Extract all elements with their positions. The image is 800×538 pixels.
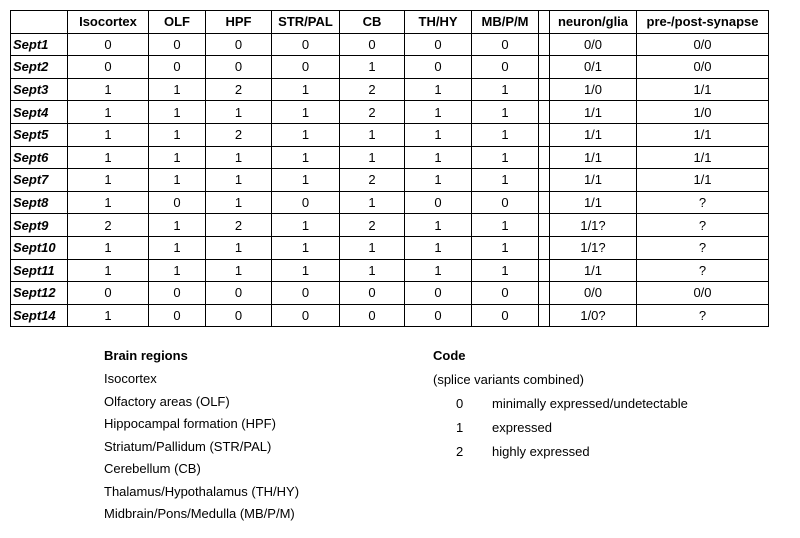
separator-cell [539,56,550,79]
table-cell: 0 [405,33,472,56]
table-cell: 1/1 [637,169,769,192]
table-cell: 1 [272,214,340,237]
table-cell: 0 [206,33,272,56]
table-cell: 1 [405,214,472,237]
separator-cell [539,191,550,214]
table-cell: 0 [472,191,539,214]
table-cell: 1/0? [550,304,637,327]
table-cell: 1 [472,146,539,169]
table-cell: 1 [472,236,539,259]
code-value: 2 [456,444,464,459]
table-row [11,56,769,79]
table-cell: 1 [272,78,340,101]
table-cell: 1 [405,259,472,282]
table-cell: 1/1 [637,78,769,101]
table-cell: 0 [68,33,149,56]
table-cell: 1 [68,259,149,282]
table-cell: ? [637,259,769,282]
row-header: Sept7 [11,169,68,192]
table-row [11,282,769,305]
table-cell: 0 [149,33,206,56]
table-cell: 1 [472,78,539,101]
table-cell: 1 [149,78,206,101]
separator-cell [539,33,550,56]
separator-cell [539,101,550,124]
col-header-mb-p-m: MB/P/M [472,11,539,34]
table-cell: 1/1 [550,101,637,124]
row-header: Sept8 [11,191,68,214]
table-cell: 2 [340,169,405,192]
table-cell: 1/0 [550,78,637,101]
table-cell: 1 [340,123,405,146]
table-cell: 0 [272,33,340,56]
region-item-isocortex: Isocortex [104,371,157,386]
table-cell: 1 [68,146,149,169]
table-cell: 0 [149,56,206,79]
table-row [11,78,769,101]
table-cell: 0 [272,191,340,214]
table-row [11,146,769,169]
separator-cell [539,214,550,237]
region-item-cb: Cerebellum (CB) [104,461,201,476]
table-cell: 1 [149,169,206,192]
code-note: (splice variants combined) [433,372,585,387]
table-cell: 0 [68,56,149,79]
table-cell: 1/1? [550,214,637,237]
table-cell: 1/1? [550,236,637,259]
table-cell: 0 [149,282,206,305]
table-cell: 1 [340,236,405,259]
table-cell: 0/0 [550,282,637,305]
table-cell: 1 [272,259,340,282]
row-header: Sept3 [11,78,68,101]
expression-table [10,10,769,327]
table-cell: 0 [405,191,472,214]
code-title: Code [433,348,466,363]
table-cell: 2 [340,101,405,124]
table-cell: 0 [272,304,340,327]
table-cell: 2 [206,78,272,101]
table-cell: 1 [340,191,405,214]
table-cell: 1/1 [550,123,637,146]
code-legend [433,348,688,464]
table-cell: 1 [340,56,405,79]
table-cell: 1/1 [550,169,637,192]
table-cell: ? [637,236,769,259]
table-cell: 1 [472,214,539,237]
col-header-separator [539,11,550,34]
table-body [11,33,769,327]
table-cell: 1 [340,259,405,282]
row-header: Sept10 [11,236,68,259]
brain-regions-title: Brain regions [104,348,188,363]
table-row [11,101,769,124]
table-cell: 0 [472,304,539,327]
table-cell: 2 [206,123,272,146]
table-cell: 1 [472,169,539,192]
table-cell: 0 [340,304,405,327]
table-cell: 1 [272,123,340,146]
separator-cell [539,282,550,305]
table-cell: ? [637,304,769,327]
code-entry-1 [433,416,584,440]
table-cell: 0 [340,33,405,56]
table-cell: 1/1 [550,191,637,214]
table-cell: 1 [272,101,340,124]
table-cell: 0 [472,33,539,56]
table-cell: 1 [68,123,149,146]
table-cell: 1 [340,146,405,169]
row-header: Sept14 [11,304,68,327]
col-header-hpf: HPF [206,11,272,34]
table-cell: 1 [206,236,272,259]
code-value: 0 [456,396,464,411]
separator-cell [539,146,550,169]
table-cell: 1 [405,101,472,124]
row-header: Sept5 [11,123,68,146]
table-cell: ? [637,191,769,214]
table-cell: 1 [68,236,149,259]
row-header: Sept2 [11,56,68,79]
table-row [11,259,769,282]
code-entry-2 [433,440,590,464]
table-cell: 1 [405,146,472,169]
separator-cell [539,304,550,327]
code-value: 1 [456,420,464,435]
table-cell: 1 [149,236,206,259]
table-cell: 2 [206,214,272,237]
corner-cell [11,11,68,34]
table-cell: 0 [149,304,206,327]
row-header: Sept9 [11,214,68,237]
col-header-th-hy: TH/HY [405,11,472,34]
separator-cell [539,169,550,192]
table-cell: 1/1 [550,259,637,282]
table-cell: 1 [206,259,272,282]
table-cell: 0/0 [550,33,637,56]
row-header: Sept1 [11,33,68,56]
col-header-olf: OLF [149,11,206,34]
table-row [11,236,769,259]
code-entry-0 [433,392,688,416]
table-row [11,169,769,192]
table-cell: 0 [272,282,340,305]
table-cell: 0 [206,304,272,327]
separator-cell [539,78,550,101]
table-cell: 0/0 [637,33,769,56]
col-header-cb: CB [340,11,405,34]
table-cell: 1 [472,123,539,146]
col-header-neuron-glia: neuron/glia [550,11,637,34]
region-item-str-pal: Striatum/Pallidum (STR/PAL) [104,438,272,454]
table-cell: 1 [405,78,472,101]
region-item-mb-p-m: Midbrain/Pons/Medulla (MB/P/M) [104,506,295,521]
table-cell: 1 [149,146,206,169]
table-cell: 1 [149,214,206,237]
table-cell: 1 [149,259,206,282]
code-label: minimally expressed/undetectable [492,396,688,411]
table-row [11,33,769,56]
row-header: Sept11 [11,259,68,282]
col-header-synapse: pre-/post-synapse [637,11,769,34]
table-cell: 1 [206,101,272,124]
region-item-th-hy: Thalamus/Hypothalamus (TH/HY) [104,483,300,499]
table-cell: 1 [272,146,340,169]
table-cell: 0/0 [637,56,769,79]
table-cell: 1/1 [550,146,637,169]
row-header: Sept6 [11,146,68,169]
table-row [11,304,769,327]
table-header [11,11,769,34]
table-cell: ? [637,214,769,237]
table-cell: 1 [472,259,539,282]
table-row [11,123,769,146]
table-cell: 1 [206,191,272,214]
table-cell: 0 [472,56,539,79]
table-cell: 1 [272,169,340,192]
table-cell: 1 [206,169,272,192]
table-cell: 2 [340,78,405,101]
code-label: highly expressed [492,444,590,459]
table-cell: 1 [405,236,472,259]
table-cell: 1 [272,236,340,259]
table-cell: 0 [405,282,472,305]
col-header-str-pal: STR/PAL [272,11,340,34]
table-cell: 0 [272,56,340,79]
table-row [11,214,769,237]
table-cell: 0/0 [637,282,769,305]
table-cell: 1 [149,101,206,124]
region-item-hpf: Hippocampal formation (HPF) [104,416,276,431]
table-cell: 1 [149,123,206,146]
code-label: expressed [492,420,552,435]
table-cell: 1 [68,169,149,192]
table-cell: 1 [68,191,149,214]
table-cell: 1/1 [637,146,769,169]
col-header-isocortex: Isocortex [68,11,149,34]
table-cell: 0 [206,282,272,305]
separator-cell [539,123,550,146]
table-cell: 1/0 [637,101,769,124]
table-cell: 0/1 [550,56,637,79]
row-header: Sept12 [11,282,68,305]
table-cell: 0 [206,56,272,79]
table-cell: 0 [340,282,405,305]
table-cell: 0 [68,282,149,305]
table-cell: 1/1 [637,123,769,146]
table-cell: 2 [68,214,149,237]
table-cell: 0 [405,56,472,79]
table-cell: 1 [405,123,472,146]
table-cell: 1 [405,169,472,192]
table-cell: 1 [68,304,149,327]
table-cell: 1 [68,78,149,101]
table-cell: 0 [472,282,539,305]
table-cell: 1 [206,146,272,169]
brain-regions-legend [104,348,299,526]
region-item-olf: Olfactory areas (OLF) [104,393,230,409]
table-cell: 2 [340,214,405,237]
table-cell: 1 [68,101,149,124]
table-cell: 0 [405,304,472,327]
row-header: Sept4 [11,101,68,124]
separator-cell [539,259,550,282]
separator-cell [539,236,550,259]
table-row [11,191,769,214]
table-cell: 0 [149,191,206,214]
table-cell: 1 [472,101,539,124]
